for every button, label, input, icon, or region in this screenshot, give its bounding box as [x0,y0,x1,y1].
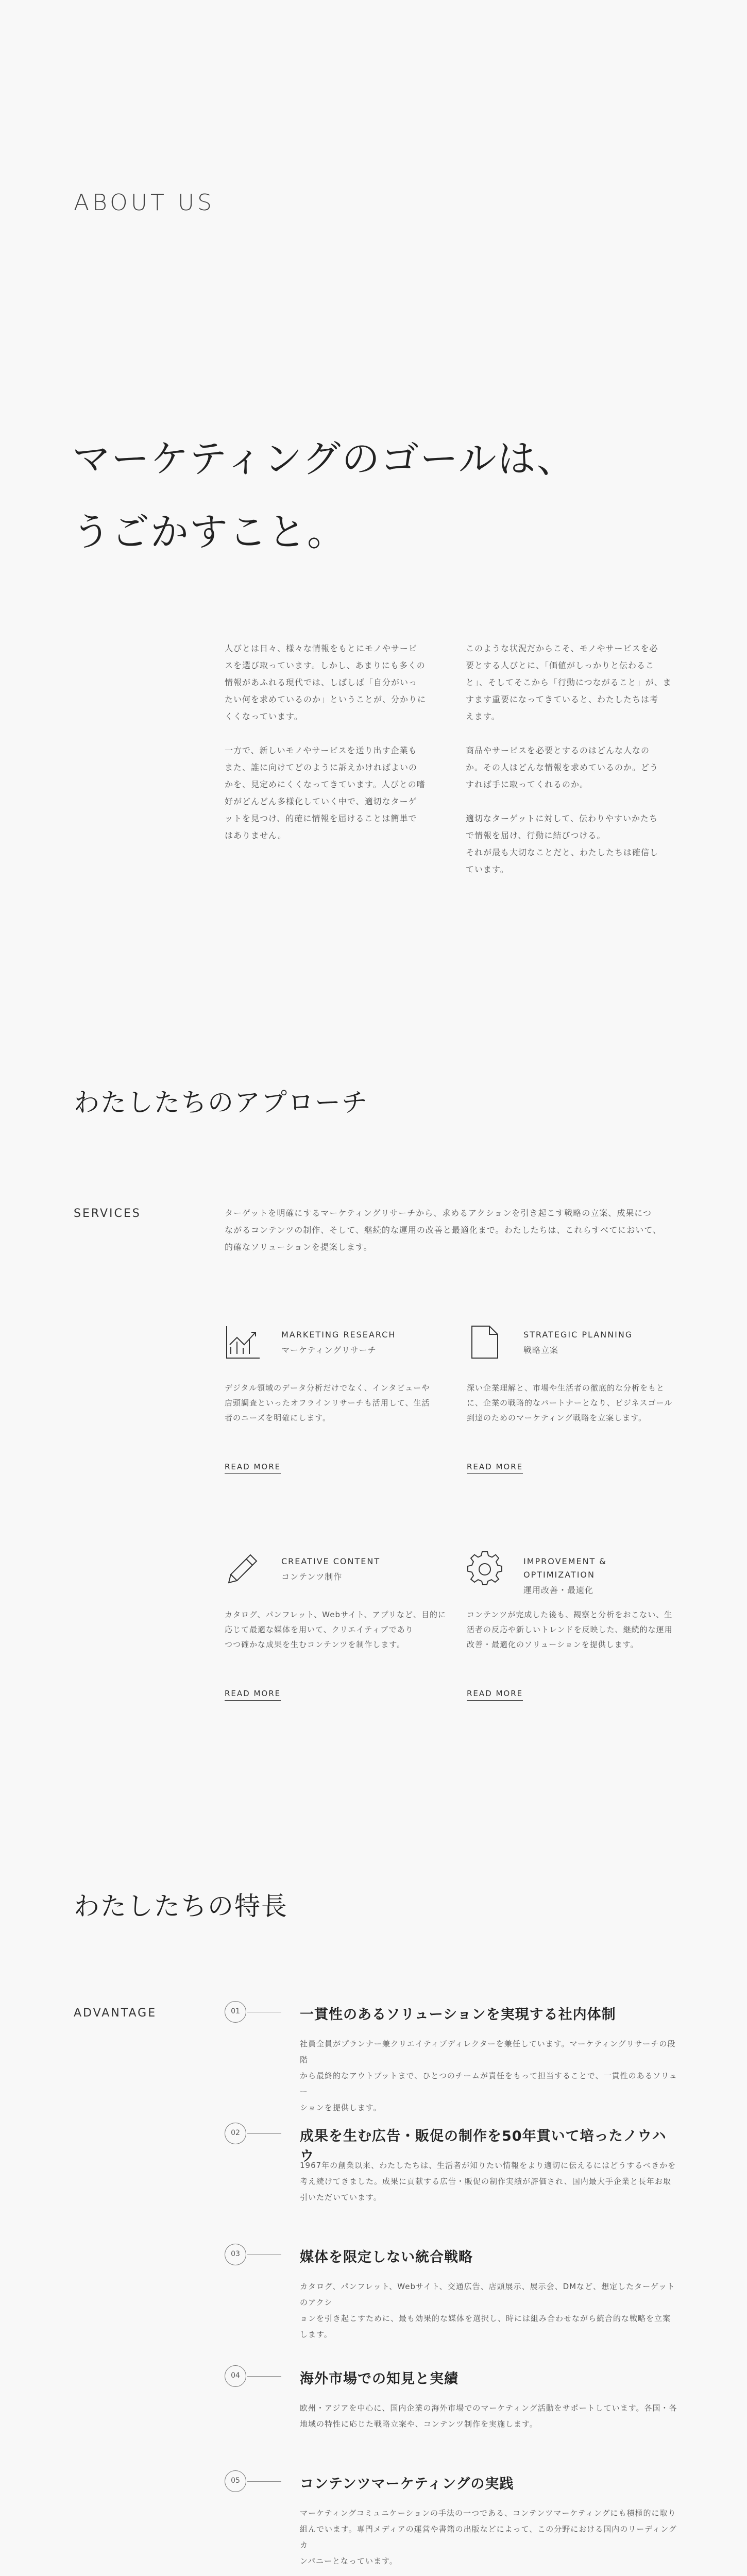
advantage-number: 02 [225,2123,246,2144]
advantage-title: 海外市場での知見と実績 [300,2371,459,2387]
service-title-en: IMPROVEMENT & OPTIMIZATION [523,1556,607,1580]
advantage-number: 05 [225,2470,246,2492]
headline-line-1: マーケティングのゴールは、 [72,437,576,481]
advantage-label: ADVANTAGE [74,2007,157,2020]
document-icon [467,1324,503,1360]
services-label: SERVICES [74,1207,141,1220]
service-title-en: STRATEGIC PLANNING [523,1330,633,1340]
pencil-icon [225,1551,261,1587]
read-more-link[interactable]: READ MORE [467,1462,523,1474]
read-more-link[interactable]: READ MORE [225,1689,281,1701]
approach-title: わたしたちのアプローチ [74,1088,368,1117]
advantage-description: 1967年の創業以来、わたしたちは、生活者が知りたい情報をより適切に伝えるにはどうするべきかを 考え続けてきました。成果に貢献する広告・販促の制作実績が評価され、国内最大手企業と長年お取 引いただいています。 [300,2161,676,2202]
service-title-en: MARKETING RESEARCH [281,1330,396,1340]
advantage-description: 社員全員がプランナー兼クリエイティブディレクターを兼任しています。マーケティングリサーチの段階 から最終的なアウトプットまで、ひとつのチームが責任をもって担当することで、一貫性のあるソリュー ションを提供します。 [300,2039,677,2112]
about-paragraph: 適切なターゲットに対して、伝わりやすいかたち で情報を届け、行動に結びつける。 それが最も大切なことだと、わたしたちは確信し ています。 [466,814,659,874]
headline-line-2: うごかすこと。 [72,510,346,554]
about-paragraph: 一方で、新しいモノやサービスを送り出す企業も また、誰に向けてどのように訴えかければよいの かを、見定めにくくなってきています。人びとの嗜 好がどんどん多様化していく中で、適切なターゲ ットを見つけ、的確に情報を届けることは簡単で はありません。 [225,745,426,840]
service-description: デジタル領域のデータ分析だけでなく、インタビューや 店頭調査といったオフラインリサーチも活用して、生活 者のニーズを明確にします。 [225,1383,430,1422]
features-title: わたしたちの特長 [74,1891,288,1921]
approach-intro: ターゲットを明確にするマーケティングリサーチから、求めるアクションを引き起こす戦略の立案、成果につ ながるコンテンツの制作、そして、継続的な運用の改善と最適化まで。わたしたちは、これらすべてにおいて、 的確なソリューションを提案します。 [225,1208,661,1252]
advantage-number: 04 [225,2365,246,2387]
service-title-jp: マーケティングリサーチ [281,1345,377,1355]
service-description: コンテンツが完成した後も、観察と分析をおこない、生 活者の反応や新しいトレンドを反映した、継続的な運用 改善・最適化のソリューションを提供します。 [467,1610,673,1649]
advantage-number: 03 [225,2244,246,2265]
headline [72,422,576,569]
service-title-en: CREATIVE CONTENT [281,1556,381,1566]
about-paragraph: 商品やサービスを必要とするのはどんな人なの か。その人はどんな情報を求めているのか。どう すれば手に取ってくれるのか。 [466,745,659,789]
advantage-title: コンテンツマーケティングの実践 [300,2476,514,2492]
service-description: 深い企業理解と、市場や生活者の徹底的な分析をもと に、企業の戦略的なパートナーとなり、ビジネスゴール 到達のためのマーケティング戦略を立案します。 [467,1383,673,1422]
service-title-jp: コンテンツ制作 [281,1572,343,1582]
about-paragraph: 人びとは日々、様々な情報をもとにモノやサービ スを選び取っています。しかし、あまりにも多くの 情報があふれる現代では、しばしば「自分がいっ たい何を求めているのか」ということが、分かりに くくなっています。 [225,643,427,721]
advantage-title: 成果を生む広告・販促の制作を50年貫いて培ったノウハウ [300,2128,667,2164]
about-left-column [225,640,436,861]
read-more-link[interactable]: READ MORE [467,1689,523,1701]
service-description: カタログ、パンフレット、Webサイト、アプリなど、目的に 応じて最適な媒体を用いて、クリエイティブであり つつ確かな成果を生むコンテンツを制作します。 [225,1610,447,1649]
advantage-title: 媒体を限定しない統合戦略 [300,2249,473,2265]
gear-icon [467,1551,503,1587]
advantage-description: カタログ、パンフレット、Webサイト、交通広告、店頭展示、展示会、DMなど、想定したターゲットのアクシ ョンを引き起こすために、最も効果的な媒体を選択し、時には組み合わせながら統合的な戦略を立案 します。 [300,2282,675,2339]
divider [247,2133,281,2134]
about-label: ABOUT US [74,190,215,216]
service-title-jp: 運用改善・最適化 [523,1585,594,1595]
service-title-jp: 戦略立案 [523,1345,559,1355]
read-more-link[interactable]: READ MORE [225,1462,281,1474]
advantage-description: マーケティングコミュニケーションの手法の一つである、コンテンツマーケティングにも積極的に取り 組んでいます。専門メディアの運営や書籍の出版などによって、この分野における国内のリーディングカ ンパニーとなっています。 [300,2509,677,2566]
about-paragraph: このような状況だからこそ、モノやサービスを必 要とする人びとに、「価値がしっかりと伝わるこ と」、そしてそこから「行動につながること」が、ま すます重要になってきていると、わたしたちは考 えます。 [466,643,672,721]
chart-icon [225,1324,261,1360]
about-right-column [466,640,677,895]
advantage-title: 一貫性のあるソリューションを実現する社内体制 [300,2007,616,2023]
advantage-number: 01 [225,2001,246,2023]
advantage-description: 欧州・アジアを中心に、国内企業の海外市場でのマーケティング活動をサポートしています。各国・各 地域の特性に応じた戦略立案や、コンテンツ制作を実施します。 [300,2403,677,2429]
divider [247,2376,281,2377]
divider [247,2481,281,2482]
